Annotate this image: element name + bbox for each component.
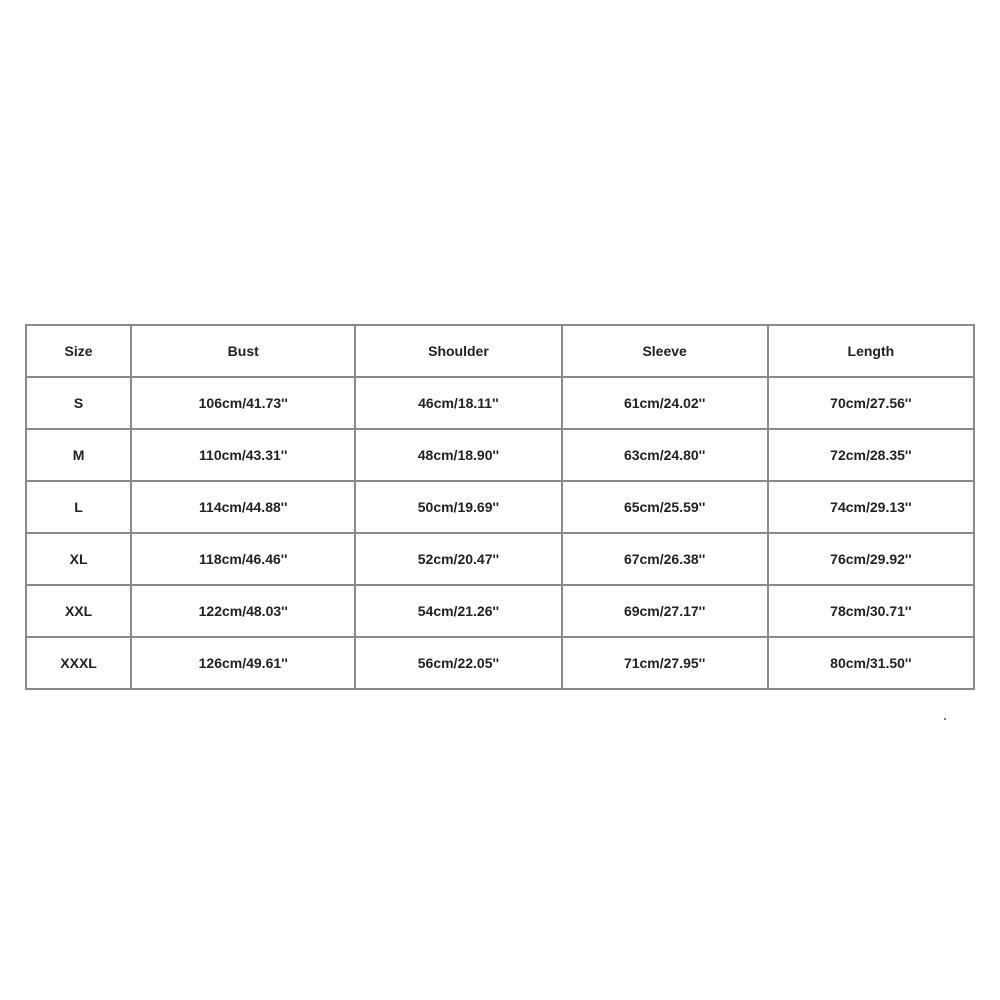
header-shoulder: Shoulder bbox=[355, 325, 561, 377]
table-row bbox=[26, 481, 974, 533]
size-chart-table bbox=[25, 324, 975, 690]
cell-sleeve: 63cm/24.80'' bbox=[562, 429, 768, 481]
table-row bbox=[26, 429, 974, 481]
cell-bust: 110cm/43.31'' bbox=[131, 429, 355, 481]
cell-length: 78cm/30.71'' bbox=[768, 585, 974, 637]
cell-shoulder: 50cm/19.69'' bbox=[355, 481, 561, 533]
cell-bust: 122cm/48.03'' bbox=[131, 585, 355, 637]
cell-shoulder: 52cm/20.47'' bbox=[355, 533, 561, 585]
table-row bbox=[26, 637, 974, 689]
cell-shoulder: 46cm/18.11'' bbox=[355, 377, 561, 429]
cell-bust: 106cm/41.73'' bbox=[131, 377, 355, 429]
table-row bbox=[26, 533, 974, 585]
cell-length: 70cm/27.56'' bbox=[768, 377, 974, 429]
table-header-row bbox=[26, 325, 974, 377]
cell-shoulder: 54cm/21.26'' bbox=[355, 585, 561, 637]
table-row bbox=[26, 377, 974, 429]
cell-sleeve: 67cm/26.38'' bbox=[562, 533, 768, 585]
cell-bust: 114cm/44.88'' bbox=[131, 481, 355, 533]
cell-sleeve: 69cm/27.17'' bbox=[562, 585, 768, 637]
cell-size: XL bbox=[26, 533, 131, 585]
cell-sleeve: 71cm/27.95'' bbox=[562, 637, 768, 689]
header-length: Length bbox=[768, 325, 974, 377]
cell-length: 74cm/29.13'' bbox=[768, 481, 974, 533]
cell-size: M bbox=[26, 429, 131, 481]
cell-size: XXXL bbox=[26, 637, 131, 689]
cell-size: L bbox=[26, 481, 131, 533]
cell-bust: 118cm/46.46'' bbox=[131, 533, 355, 585]
cell-sleeve: 65cm/25.59'' bbox=[562, 481, 768, 533]
stray-dot-mark bbox=[944, 718, 946, 720]
cell-length: 76cm/29.92'' bbox=[768, 533, 974, 585]
cell-shoulder: 48cm/18.90'' bbox=[355, 429, 561, 481]
cell-sleeve: 61cm/24.02'' bbox=[562, 377, 768, 429]
cell-bust: 126cm/49.61'' bbox=[131, 637, 355, 689]
table-row bbox=[26, 585, 974, 637]
header-bust: Bust bbox=[131, 325, 355, 377]
header-sleeve: Sleeve bbox=[562, 325, 768, 377]
cell-size: S bbox=[26, 377, 131, 429]
cell-size: XXL bbox=[26, 585, 131, 637]
header-size: Size bbox=[26, 325, 131, 377]
cell-shoulder: 56cm/22.05'' bbox=[355, 637, 561, 689]
cell-length: 72cm/28.35'' bbox=[768, 429, 974, 481]
cell-length: 80cm/31.50'' bbox=[768, 637, 974, 689]
